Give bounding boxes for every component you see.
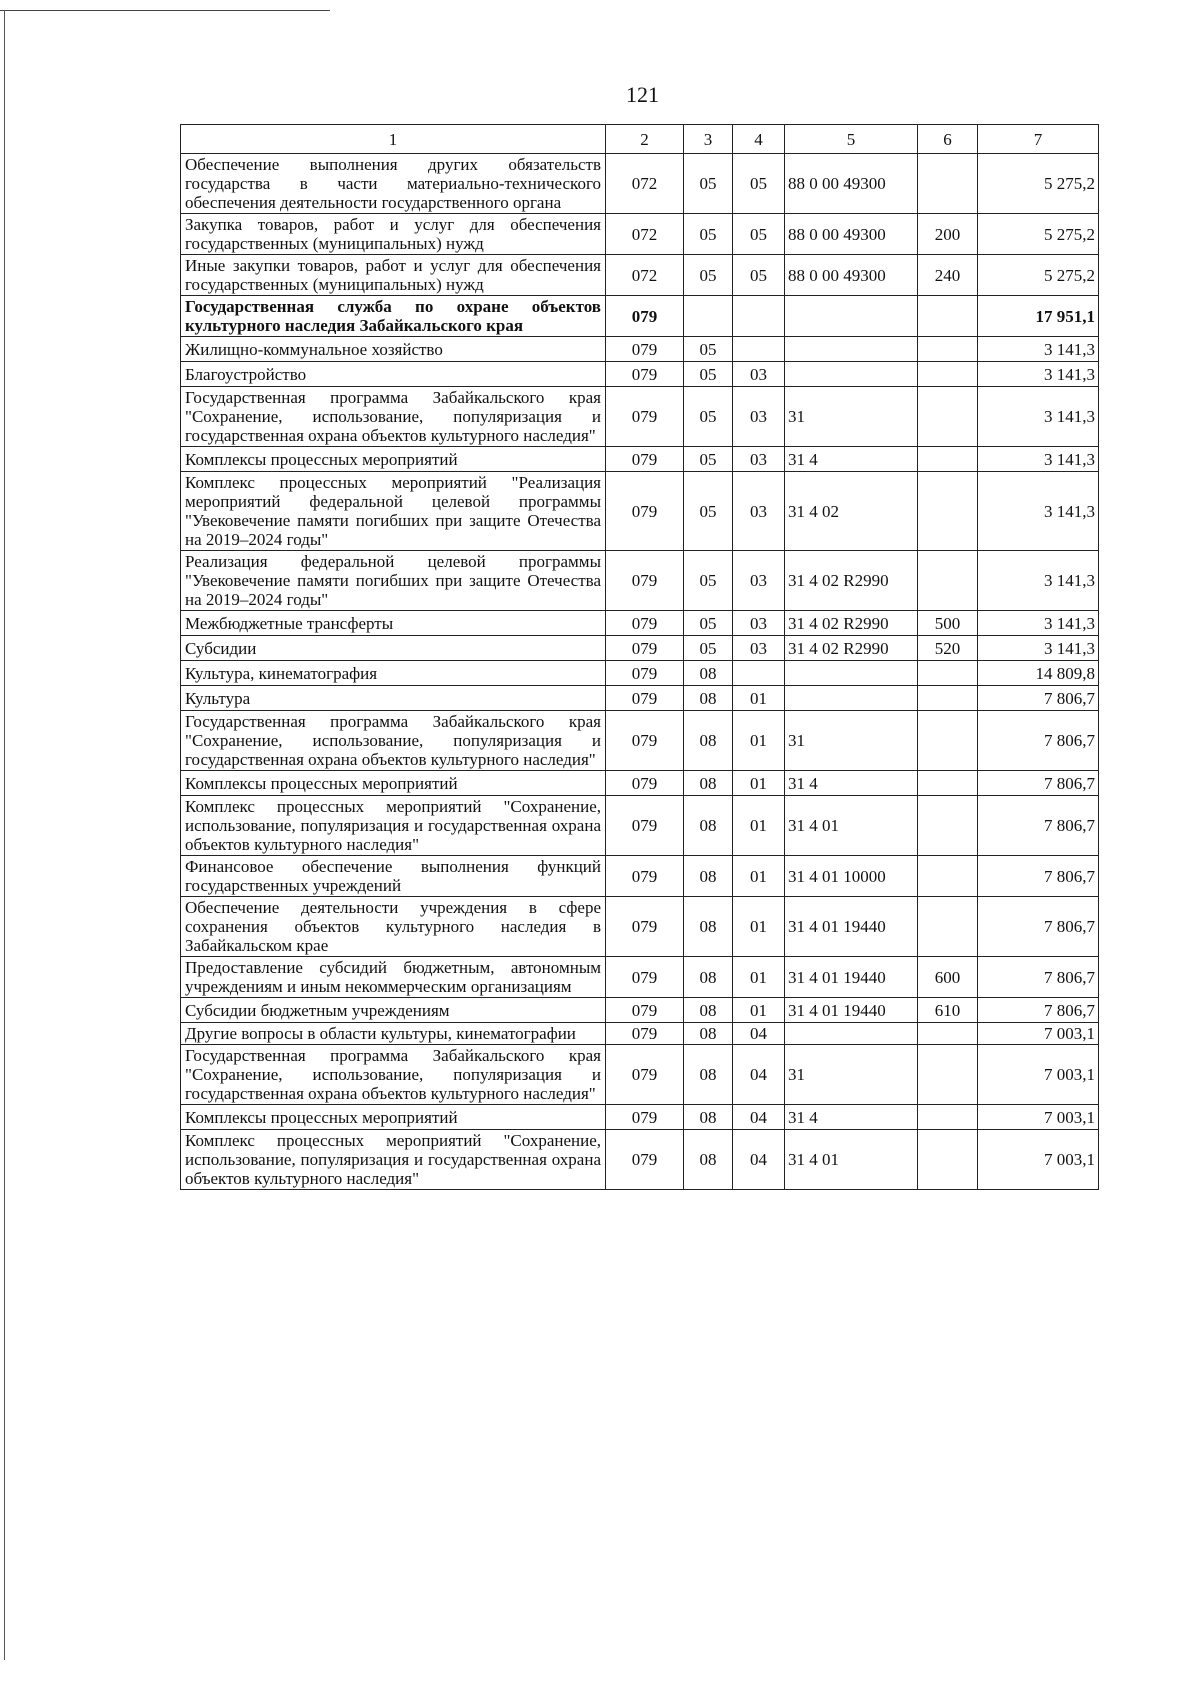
cell-name: Обеспечение деятельности учреждения в сфере сохранения объектов культурного наследия в Забайкальском крае <box>181 897 606 957</box>
cell-section: 05 <box>684 551 733 611</box>
cell-subsection <box>733 296 785 337</box>
cell-ministry-code: 079 <box>606 796 684 856</box>
cell-section: 08 <box>684 771 733 796</box>
cell-expense-type <box>918 472 978 551</box>
cell-ministry-code: 079 <box>606 362 684 387</box>
cell-target-article: 88 0 00 49300 <box>785 255 918 296</box>
cell-subsection: 04 <box>733 1045 785 1105</box>
cell-target-article <box>785 661 918 686</box>
cell-expense-type <box>918 796 978 856</box>
header-col-2: 2 <box>606 125 684 154</box>
table-row <box>181 1045 1099 1105</box>
table-row <box>181 796 1099 856</box>
cell-expense-type <box>918 686 978 711</box>
cell-amount: 3 141,3 <box>978 636 1099 661</box>
cell-subsection: 01 <box>733 711 785 771</box>
cell-expense-type <box>918 387 978 447</box>
cell-section <box>684 296 733 337</box>
cell-expense-type <box>918 897 978 957</box>
cell-section: 05 <box>684 472 733 551</box>
cell-ministry-code: 079 <box>606 686 684 711</box>
table-row <box>181 1105 1099 1130</box>
cell-target-article: 88 0 00 49300 <box>785 214 918 255</box>
table-row <box>181 154 1099 214</box>
cell-subsection: 03 <box>733 387 785 447</box>
cell-target-article: 31 <box>785 387 918 447</box>
cell-name: Реализация федеральной целевой программы "Увековечение памяти погибших при защите Отечества на 2019–2024 годы" <box>181 551 606 611</box>
cell-section: 08 <box>684 661 733 686</box>
cell-subsection: 01 <box>733 998 785 1023</box>
cell-ministry-code: 079 <box>606 998 684 1023</box>
cell-target-article: 31 <box>785 1045 918 1105</box>
header-row <box>181 125 1099 154</box>
cell-section: 05 <box>684 636 733 661</box>
cell-expense-type <box>918 337 978 362</box>
cell-amount: 7 003,1 <box>978 1105 1099 1130</box>
cell-amount: 7 003,1 <box>978 1023 1099 1045</box>
cell-amount: 7 806,7 <box>978 957 1099 998</box>
table-row <box>181 214 1099 255</box>
cell-name: Предоставление субсидий бюджетным, автономным учреждениям и иным некоммерческим организациям <box>181 957 606 998</box>
table-row <box>181 661 1099 686</box>
cell-ministry-code: 079 <box>606 661 684 686</box>
cell-target-article: 31 4 01 19440 <box>785 897 918 957</box>
cell-expense-type <box>918 447 978 472</box>
cell-ministry-code: 079 <box>606 1045 684 1105</box>
cell-ministry-code: 079 <box>606 897 684 957</box>
cell-amount: 7 806,7 <box>978 686 1099 711</box>
cell-ministry-code: 079 <box>606 447 684 472</box>
cell-subsection: 01 <box>733 771 785 796</box>
cell-expense-type <box>918 154 978 214</box>
table-row <box>181 611 1099 636</box>
cell-subsection: 05 <box>733 255 785 296</box>
cell-name: Комплексы процессных мероприятий <box>181 1105 606 1130</box>
cell-amount: 7 806,7 <box>978 771 1099 796</box>
scan-edge-left <box>4 10 5 1660</box>
header-col-6: 6 <box>918 125 978 154</box>
cell-section: 05 <box>684 447 733 472</box>
page-number: 121 <box>626 82 659 107</box>
cell-name: Иные закупки товаров, работ и услуг для обеспечения государственных (муниципальных) нужд <box>181 255 606 296</box>
cell-ministry-code: 079 <box>606 1105 684 1130</box>
table-row <box>181 447 1099 472</box>
cell-expense-type: 240 <box>918 255 978 296</box>
cell-amount: 3 141,3 <box>978 387 1099 447</box>
header-col-1: 1 <box>181 125 606 154</box>
cell-expense-type <box>918 856 978 897</box>
cell-name: Комплекс процессных мероприятий "Реализация мероприятий федеральной целевой программы "Увековечение памяти погибших при защите Отечества на 2019–2024 годы" <box>181 472 606 551</box>
cell-name: Комплексы процессных мероприятий <box>181 771 606 796</box>
cell-target-article <box>785 362 918 387</box>
cell-ministry-code: 072 <box>606 255 684 296</box>
budget-table <box>180 124 1099 1190</box>
table-row <box>181 998 1099 1023</box>
cell-target-article: 31 4 01 19440 <box>785 998 918 1023</box>
cell-subsection: 01 <box>733 897 785 957</box>
cell-section: 08 <box>684 897 733 957</box>
cell-target-article: 31 4 01 <box>785 796 918 856</box>
cell-target-article <box>785 337 918 362</box>
cell-name: Субсидии бюджетным учреждениям <box>181 998 606 1023</box>
cell-ministry-code: 079 <box>606 771 684 796</box>
cell-section: 05 <box>684 387 733 447</box>
cell-name: Финансовое обеспечение выполнения функций государственных учреждений <box>181 856 606 897</box>
table-row <box>181 551 1099 611</box>
cell-section: 05 <box>684 255 733 296</box>
header-col-7: 7 <box>978 125 1099 154</box>
cell-amount: 7 806,7 <box>978 796 1099 856</box>
cell-section: 08 <box>684 957 733 998</box>
cell-name: Субсидии <box>181 636 606 661</box>
cell-subsection: 04 <box>733 1105 785 1130</box>
cell-name: Жилищно-коммунальное хозяйство <box>181 337 606 362</box>
cell-target-article: 88 0 00 49300 <box>785 154 918 214</box>
cell-target-article: 31 4 02 <box>785 472 918 551</box>
cell-name: Государственная программа Забайкальского края "Сохранение, использование, популяризация и государственная охрана объектов культурного наследия" <box>181 387 606 447</box>
cell-target-article: 31 4 <box>785 447 918 472</box>
header-col-3: 3 <box>684 125 733 154</box>
cell-ministry-code: 079 <box>606 296 684 337</box>
cell-amount: 7 806,7 <box>978 711 1099 771</box>
cell-name: Комплексы процессных мероприятий <box>181 447 606 472</box>
cell-section: 08 <box>684 1045 733 1105</box>
header-col-4: 4 <box>733 125 785 154</box>
cell-section: 08 <box>684 1023 733 1045</box>
cell-subsection: 03 <box>733 447 785 472</box>
cell-subsection: 03 <box>733 362 785 387</box>
cell-section: 08 <box>684 711 733 771</box>
cell-expense-type: 500 <box>918 611 978 636</box>
cell-name: Другие вопросы в области культуры, кинематографии <box>181 1023 606 1045</box>
cell-name: Межбюджетные трансферты <box>181 611 606 636</box>
cell-subsection: 01 <box>733 957 785 998</box>
cell-expense-type <box>918 1045 978 1105</box>
cell-target-article: 31 4 02 R2990 <box>785 636 918 661</box>
table-row <box>181 255 1099 296</box>
cell-section: 08 <box>684 1130 733 1190</box>
cell-ministry-code: 079 <box>606 337 684 362</box>
table-row <box>181 636 1099 661</box>
cell-expense-type <box>918 1023 978 1045</box>
cell-expense-type: 200 <box>918 214 978 255</box>
cell-section: 08 <box>684 796 733 856</box>
cell-ministry-code: 072 <box>606 214 684 255</box>
cell-amount: 7 806,7 <box>978 998 1099 1023</box>
cell-section: 05 <box>684 611 733 636</box>
cell-ministry-code: 079 <box>606 856 684 897</box>
cell-section: 08 <box>684 686 733 711</box>
table-row <box>181 711 1099 771</box>
cell-amount: 3 141,3 <box>978 611 1099 636</box>
cell-section: 08 <box>684 856 733 897</box>
cell-ministry-code: 079 <box>606 611 684 636</box>
cell-expense-type <box>918 661 978 686</box>
cell-subsection: 03 <box>733 551 785 611</box>
cell-amount: 7 003,1 <box>978 1045 1099 1105</box>
cell-amount: 5 275,2 <box>978 214 1099 255</box>
cell-expense-type <box>918 771 978 796</box>
cell-name: Культура, кинематография <box>181 661 606 686</box>
cell-ministry-code: 079 <box>606 636 684 661</box>
table-row <box>181 1023 1099 1045</box>
cell-ministry-code: 079 <box>606 957 684 998</box>
cell-name: Закупка товаров, работ и услуг для обеспечения государственных (муниципальных) нужд <box>181 214 606 255</box>
cell-name: Культура <box>181 686 606 711</box>
cell-amount: 3 141,3 <box>978 337 1099 362</box>
cell-name: Благоустройство <box>181 362 606 387</box>
cell-amount: 3 141,3 <box>978 362 1099 387</box>
cell-name: Государственная программа Забайкальского края "Сохранение, использование, популяризация и государственная охрана объектов культурного наследия" <box>181 711 606 771</box>
cell-target-article: 31 <box>785 711 918 771</box>
cell-subsection: 01 <box>733 856 785 897</box>
cell-name: Государственная служба по охране объектов культурного наследия Забайкальского края <box>181 296 606 337</box>
cell-subsection: 03 <box>733 611 785 636</box>
cell-subsection: 03 <box>733 472 785 551</box>
cell-target-article <box>785 1023 918 1045</box>
cell-amount: 7 003,1 <box>978 1130 1099 1190</box>
cell-amount: 3 141,3 <box>978 447 1099 472</box>
table-row <box>181 686 1099 711</box>
cell-expense-type <box>918 362 978 387</box>
cell-ministry-code: 079 <box>606 711 684 771</box>
cell-subsection: 04 <box>733 1130 785 1190</box>
cell-ministry-code: 079 <box>606 1130 684 1190</box>
cell-expense-type: 610 <box>918 998 978 1023</box>
cell-expense-type <box>918 296 978 337</box>
cell-target-article: 31 4 01 10000 <box>785 856 918 897</box>
cell-subsection: 05 <box>733 154 785 214</box>
table-row <box>181 472 1099 551</box>
cell-expense-type <box>918 551 978 611</box>
cell-ministry-code: 072 <box>606 154 684 214</box>
cell-expense-type: 600 <box>918 957 978 998</box>
cell-section: 05 <box>684 337 733 362</box>
cell-subsection: 04 <box>733 1023 785 1045</box>
table-row <box>181 856 1099 897</box>
cell-name: Комплекс процессных мероприятий "Сохранение, использование, популяризация и государственная охрана объектов культурного наследия" <box>181 796 606 856</box>
cell-subsection: 01 <box>733 686 785 711</box>
cell-subsection: 01 <box>733 796 785 856</box>
header-col-5: 5 <box>785 125 918 154</box>
cell-subsection <box>733 337 785 362</box>
cell-name: Комплекс процессных мероприятий "Сохранение, использование, популяризация и государственная охрана объектов культурного наследия" <box>181 1130 606 1190</box>
table-row <box>181 957 1099 998</box>
cell-amount: 7 806,7 <box>978 897 1099 957</box>
cell-amount: 17 951,1 <box>978 296 1099 337</box>
cell-section: 08 <box>684 1105 733 1130</box>
cell-ministry-code: 079 <box>606 551 684 611</box>
cell-subsection <box>733 661 785 686</box>
scan-edge-top <box>0 10 330 11</box>
cell-target-article: 31 4 02 R2990 <box>785 551 918 611</box>
cell-subsection: 03 <box>733 636 785 661</box>
cell-expense-type <box>918 1130 978 1190</box>
cell-expense-type: 520 <box>918 636 978 661</box>
cell-target-article: 31 4 <box>785 1105 918 1130</box>
cell-section: 05 <box>684 214 733 255</box>
cell-target-article <box>785 686 918 711</box>
cell-expense-type <box>918 711 978 771</box>
cell-target-article: 31 4 01 <box>785 1130 918 1190</box>
cell-target-article: 31 4 01 19440 <box>785 957 918 998</box>
cell-section: 08 <box>684 998 733 1023</box>
cell-ministry-code: 079 <box>606 1023 684 1045</box>
cell-expense-type <box>918 1105 978 1130</box>
cell-section: 05 <box>684 362 733 387</box>
cell-subsection: 05 <box>733 214 785 255</box>
table-row <box>181 296 1099 337</box>
cell-ministry-code: 079 <box>606 387 684 447</box>
table-row <box>181 897 1099 957</box>
cell-target-article: 31 4 <box>785 771 918 796</box>
cell-name: Обеспечение выполнения других обязательств государства в части материально-технического обеспечения деятельности государственного органа <box>181 154 606 214</box>
cell-ministry-code: 079 <box>606 472 684 551</box>
table-row <box>181 362 1099 387</box>
table-row <box>181 771 1099 796</box>
cell-target-article: 31 4 02 R2990 <box>785 611 918 636</box>
cell-amount: 7 806,7 <box>978 856 1099 897</box>
cell-target-article <box>785 296 918 337</box>
cell-amount: 3 141,3 <box>978 472 1099 551</box>
table-row <box>181 1130 1099 1190</box>
cell-name: Государственная программа Забайкальского края "Сохранение, использование, популяризация и государственная охрана объектов культурного наследия" <box>181 1045 606 1105</box>
cell-amount: 5 275,2 <box>978 154 1099 214</box>
cell-amount: 3 141,3 <box>978 551 1099 611</box>
cell-section: 05 <box>684 154 733 214</box>
table-row <box>181 337 1099 362</box>
cell-amount: 5 275,2 <box>978 255 1099 296</box>
cell-amount: 14 809,8 <box>978 661 1099 686</box>
table-row <box>181 387 1099 447</box>
